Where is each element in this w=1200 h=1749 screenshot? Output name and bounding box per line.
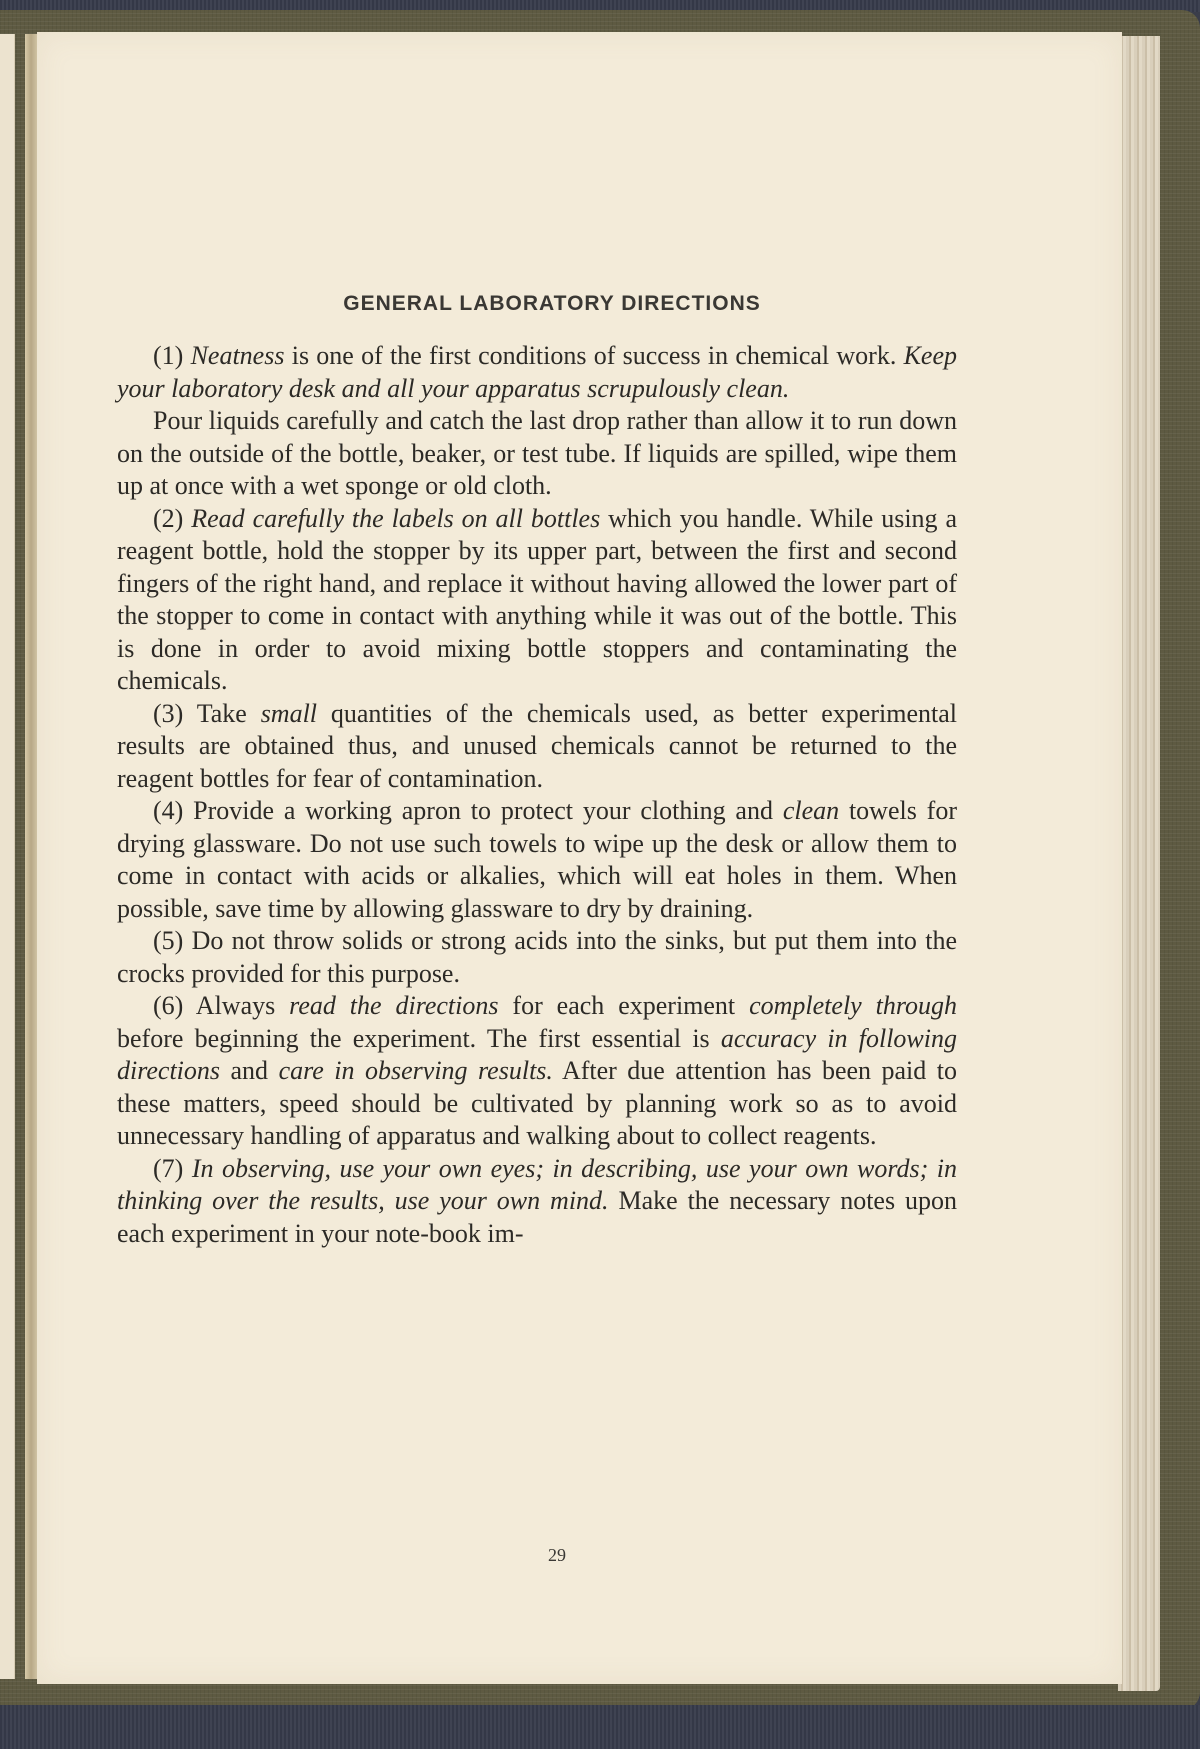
body-text: After due attention has been paid to these matters, speed should be cultivated by planning work so as to avoid unnecessary handling of apparatus and walking about to collect reagents.	[117, 1056, 957, 1150]
paragraph-p3	[117, 698, 957, 796]
emphasis-text: read the directions	[289, 991, 499, 1020]
body-text: towels for drying glassware. Do not use such towels to wipe up the desk or allow them to come in contact with acids or alkalies, which will eat holes in them. When possible, save time by allowing glassware to dry by draining.	[117, 796, 958, 923]
body-text: is one of the first conditions of success in chemical work.	[284, 341, 904, 370]
body-text: (2)	[153, 503, 192, 533]
emphasis-text: Read carefully the labels on all bottles	[191, 503, 601, 533]
emphasis-text: accuracy in following directions	[117, 1023, 957, 1085]
emphasis-text: clean	[782, 796, 840, 825]
emphasis-text: care in observing results.	[278, 1056, 553, 1085]
emphasis-text: Neatness	[190, 341, 285, 370]
body-text: Make the necessary notes upon each experiment in your note-book im-	[117, 1186, 957, 1248]
paragraph-p6	[117, 990, 957, 1153]
book-page	[37, 32, 1122, 1684]
body-text: (4) Provide a working apron to protect your clothing and	[153, 796, 783, 825]
paragraph-p1b	[117, 405, 957, 503]
body-text: which you handle. While using a reagent bottle, hold the stopper by its upper part, between the first and second fingers of the right hand, and replace it without having allowed the lower part of the stopper to come in contact with anything while it was out of the bottle. This is done in order to avoid mixing bottle stoppers and contaminating the chemicals.	[117, 503, 957, 695]
body-text: (7)	[153, 1153, 192, 1183]
paragraph-p4	[117, 795, 957, 925]
paragraph-list	[117, 340, 957, 1250]
page-number: 29	[548, 1545, 566, 1565]
facing-page-edge	[0, 34, 15, 1679]
emphasis-text: In observing, use your own eyes; in describing, use your own words; in thinking over the results, use your own mind.	[117, 1153, 957, 1215]
body-text: (3) Take	[153, 698, 261, 728]
body-text: (6) Always	[153, 991, 290, 1020]
body-text: and	[220, 1056, 279, 1085]
page-content	[117, 292, 957, 1250]
body-text: (5) Do not throw solids or strong acids into the sinks, but put them into the crocks provided for this purpose.	[117, 926, 957, 988]
body-text: before beginning the experiment. The first essential is	[117, 1023, 721, 1053]
paragraph-p2	[117, 503, 957, 698]
page-heading: GENERAL LABORATORY DIRECTIONS	[343, 292, 761, 315]
emphasis-text: small	[260, 698, 318, 728]
emphasis-text: completely through	[749, 991, 958, 1020]
body-text: quantities of the chemicals used, as better experimental results are obtained thus, and unused chemicals cannot be returned to the reagent bottles for fear of contamination.	[117, 698, 957, 793]
page-block-edges	[1118, 36, 1160, 1691]
paragraph-p5	[117, 925, 957, 990]
body-text: (1)	[153, 341, 191, 370]
emphasis-text: Keep your laboratory desk and all your apparatus scrupulously clean.	[117, 341, 957, 403]
body-text: for each experiment	[498, 991, 750, 1020]
paragraph-p1	[117, 340, 957, 405]
background-cloth-bottom	[0, 1705, 1200, 1749]
paragraph-p7	[117, 1153, 957, 1251]
body-text: Pour liquids carefully and catch the last drop rather than allow it to run down on the outside of the bottle, beaker, or test tube. If liquids are spilled, wipe them up at once with a wet sponge or old cloth.	[117, 406, 957, 500]
book-gutter	[25, 34, 37, 1679]
